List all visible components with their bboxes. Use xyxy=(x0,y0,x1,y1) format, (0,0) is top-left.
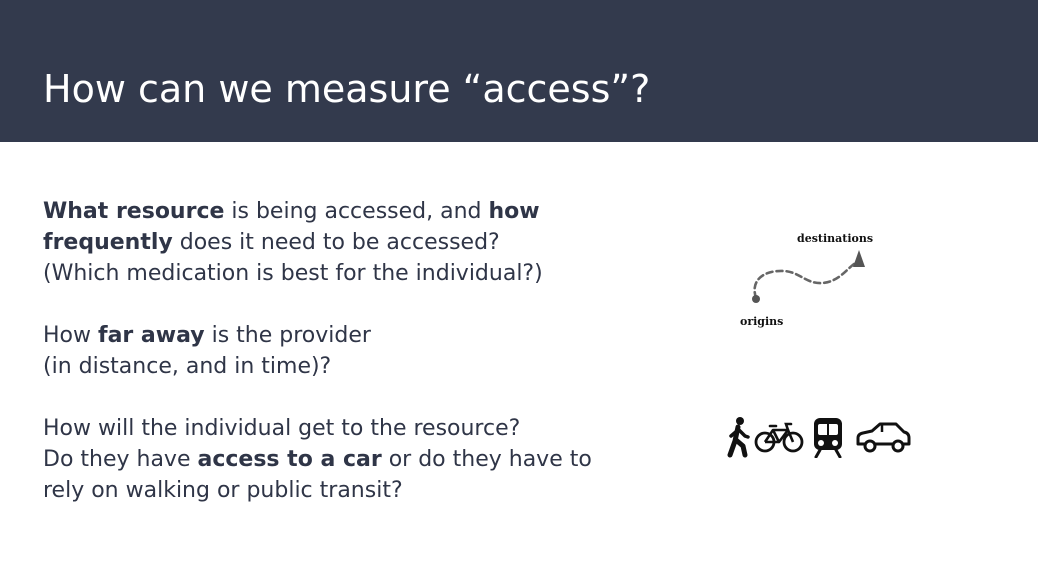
car-icon xyxy=(854,420,912,460)
paragraph-resource xyxy=(43,196,703,289)
text-segment: Do they have xyxy=(43,447,198,472)
origins-destinations-diagram xyxy=(722,228,892,338)
emphasis-how: how xyxy=(488,199,540,224)
text-segment: How xyxy=(43,323,98,348)
emphasis-access-to-a-car: access to a car xyxy=(197,447,382,472)
paragraph-resource-line-2 xyxy=(43,227,703,258)
title-bar xyxy=(0,0,1038,142)
emphasis-what-resource: What resource xyxy=(43,199,225,224)
paragraph-distance-line-2: (in distance, and in time)? xyxy=(43,354,332,379)
bicycle-icon xyxy=(754,422,804,458)
paragraph-transport-line-2 xyxy=(43,444,703,475)
walking-icon xyxy=(726,416,750,462)
emphasis-far-away: far away xyxy=(98,323,205,348)
text-segment: or do they have to xyxy=(381,447,592,472)
emphasis-frequently: frequently xyxy=(43,230,173,255)
text-segment: is being accessed, and xyxy=(224,199,489,224)
paragraph-transport xyxy=(43,413,703,506)
slide-body xyxy=(43,196,703,537)
origins-label: origins xyxy=(740,315,784,328)
paragraph-transport-line-3: rely on walking or public transit? xyxy=(43,478,403,503)
origin-marker xyxy=(752,295,760,303)
paragraph-distance xyxy=(43,320,703,382)
dashed-route-path xyxy=(755,264,854,298)
slide-title: How can we measure “access”? xyxy=(43,67,651,111)
paragraph-resource-line-3: (Which medication is best for the individual?) xyxy=(43,261,543,286)
text-segment: is the provider xyxy=(204,323,371,348)
paragraph-resource-line-1 xyxy=(43,196,703,227)
destinations-label: destinations xyxy=(797,232,874,245)
paragraph-transport-line-1: How will the individual get to the resource? xyxy=(43,416,521,441)
train-icon xyxy=(812,416,844,462)
paragraph-distance-line-1 xyxy=(43,320,703,351)
transport-modes xyxy=(726,416,916,460)
text-segment: does it need to be accessed? xyxy=(172,230,500,255)
destination-marker xyxy=(853,250,865,267)
